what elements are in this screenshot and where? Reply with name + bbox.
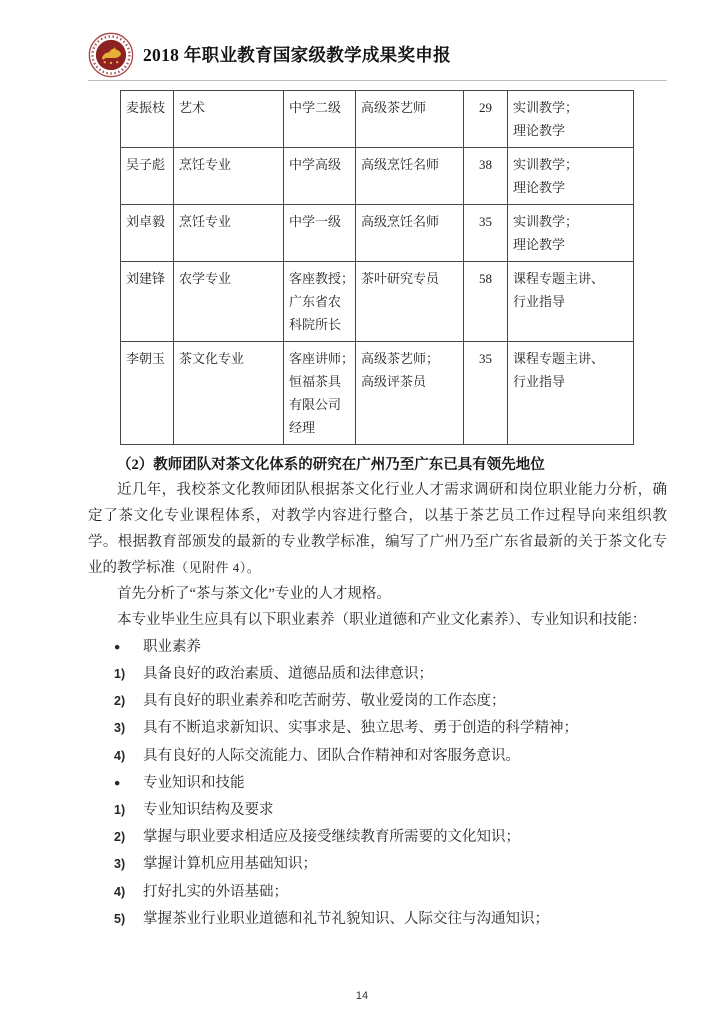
bullet-icon: ● bbox=[114, 777, 121, 789]
cell-text: 理论教学 bbox=[513, 123, 566, 138]
cell-text: 行业指导 bbox=[513, 374, 566, 389]
cell-text: 29 bbox=[479, 100, 492, 115]
attachment-note: （见附件 4）。 bbox=[175, 560, 261, 576]
cell-text: 理论教学 bbox=[513, 237, 566, 252]
cell-text: 刘卓毅 bbox=[126, 214, 166, 229]
cell-text: 高级烹饪名师 bbox=[361, 214, 440, 229]
cell-text: 农学专业 bbox=[179, 271, 232, 286]
page-title: 2018 年职业教育国家级教学成果奖申报 bbox=[143, 44, 451, 65]
list-title-label: 职业素养 bbox=[143, 638, 201, 655]
cell-role bbox=[508, 91, 634, 148]
list-item-marker: 4) bbox=[114, 884, 126, 899]
cell-text: 经理 bbox=[289, 420, 316, 435]
page-number: 14 bbox=[355, 990, 369, 1002]
cell-major bbox=[174, 91, 284, 148]
cell-age bbox=[464, 262, 508, 342]
cell-text: 理论教学 bbox=[513, 180, 566, 195]
list-item-label: 掌握茶业行业职业道德和礼节礼貌知识、人际交往与沟通知识； bbox=[143, 910, 549, 927]
cell-text: 实训教学； bbox=[513, 214, 579, 229]
table-row bbox=[121, 205, 634, 262]
cell-rank bbox=[284, 205, 356, 262]
table-row bbox=[121, 262, 634, 342]
cell-name bbox=[121, 205, 174, 262]
cell-text: 刘建锋 bbox=[126, 271, 166, 286]
bullet-icon: ● bbox=[114, 641, 121, 653]
cell-text: 课程专题主讲、 bbox=[513, 271, 605, 286]
page-footer bbox=[0, 990, 724, 1002]
teacher-roster-table bbox=[120, 90, 634, 445]
list-item bbox=[88, 851, 667, 878]
cell-text: 35 bbox=[479, 214, 492, 229]
cell-text: 广东省农 bbox=[289, 294, 342, 309]
list-item-label: 具备良好的政治素质、道德品质和法律意识； bbox=[143, 665, 433, 682]
list-item-label: 掌握计算机应用基础知识； bbox=[143, 856, 317, 873]
list-item-marker: 5) bbox=[114, 911, 126, 926]
header-divider bbox=[88, 80, 667, 81]
cell-text: 中学一级 bbox=[289, 214, 342, 229]
list-item-marker: 1) bbox=[114, 803, 126, 817]
list-item bbox=[88, 688, 667, 715]
cell-text: 客座讲师； bbox=[289, 351, 355, 366]
list-item-label: 打好扎实的外语基础； bbox=[143, 883, 288, 900]
list-item-marker: 3) bbox=[114, 857, 126, 872]
cell-text: 吴子彪 bbox=[126, 157, 166, 172]
list-item bbox=[88, 715, 667, 742]
list-item-marker: 2) bbox=[114, 694, 126, 709]
section-heading: （2）教师团队对茶文化体系的研究在广州乃至广东已具有领先地位 bbox=[117, 457, 545, 473]
table-row bbox=[121, 342, 634, 445]
cell-name bbox=[121, 148, 174, 205]
cell-name bbox=[121, 262, 174, 342]
cell-name bbox=[121, 342, 174, 445]
cell-cert bbox=[356, 342, 464, 445]
cell-text: 有限公司 bbox=[289, 397, 342, 412]
cell-text: 行业指导 bbox=[513, 294, 566, 309]
paragraph-graduate-requirements: 本专业毕业生应具有以下职业素养（职业道德和产业文化素养）、专业知识和技能： bbox=[117, 611, 647, 628]
cell-major bbox=[174, 262, 284, 342]
cell-text: 客座教授； bbox=[289, 271, 355, 286]
paragraph-text: 近几年，我校茶文化教师团队根据茶文化行业人才需求调研和岗位职业能力分析，确定了茶文化专业课程体系，对教学内容进行整合，以基于茶艺员工作过程导向来组织教学。根据教育部颁发的最新的专业教学标准，编写了广州乃至广东省最新的关于茶文化专业的教学标准 bbox=[88, 482, 667, 577]
list-title-row bbox=[88, 770, 667, 797]
cell-text: 李朝玉 bbox=[126, 351, 166, 366]
cell-text: 高级评茶员 bbox=[361, 374, 427, 389]
cell-text: 实训教学； bbox=[513, 157, 579, 172]
cell-age bbox=[464, 148, 508, 205]
cell-text: 中学二级 bbox=[289, 100, 342, 115]
cell-text: 科院所长 bbox=[289, 317, 342, 332]
cell-cert bbox=[356, 262, 464, 342]
cell-rank bbox=[284, 262, 356, 342]
cell-cert bbox=[356, 91, 464, 148]
cell-rank bbox=[284, 342, 356, 445]
cell-text: 高级茶艺师； bbox=[361, 351, 440, 366]
cell-major bbox=[174, 148, 284, 205]
cell-text: 课程专题主讲、 bbox=[513, 351, 605, 366]
list-item-label: 具有不断追求新知识、实事求是、独立思考、勇于创造的科学精神； bbox=[143, 720, 578, 737]
cell-rank bbox=[284, 148, 356, 205]
paragraph-course-system bbox=[88, 478, 667, 582]
cell-age bbox=[464, 342, 508, 445]
cell-text: 高级茶艺师 bbox=[361, 100, 427, 115]
list-title-label: 专业知识和技能 bbox=[143, 774, 245, 791]
cell-text: 茶文化专业 bbox=[179, 351, 245, 366]
cell-text: 高级烹饪名师 bbox=[361, 157, 440, 172]
list-item-marker: 3) bbox=[114, 721, 126, 736]
requirement-lists bbox=[88, 634, 667, 933]
cell-age bbox=[464, 91, 508, 148]
cell-text: 实训教学； bbox=[513, 100, 579, 115]
list-item-label: 专业知识结构及要求 bbox=[143, 802, 274, 818]
list-item bbox=[88, 879, 667, 906]
cell-role bbox=[508, 342, 634, 445]
list-item bbox=[88, 906, 667, 933]
cell-major bbox=[174, 205, 284, 262]
cell-role bbox=[508, 205, 634, 262]
document-body bbox=[88, 452, 667, 933]
cell-text: 艺术 bbox=[179, 100, 206, 115]
list-item bbox=[88, 661, 667, 688]
list-item-marker: 4) bbox=[114, 748, 126, 763]
table-row bbox=[121, 148, 634, 205]
cell-role bbox=[508, 148, 634, 205]
cell-text: 烹饪专业 bbox=[179, 157, 232, 172]
paragraph-talent-spec: 首先分析了“茶与茶文化”专业的人才规格。 bbox=[117, 586, 391, 603]
cell-text: 38 bbox=[479, 157, 492, 172]
school-seal-icon bbox=[88, 32, 134, 78]
cell-role bbox=[508, 262, 634, 342]
cell-rank bbox=[284, 91, 356, 148]
cell-text: 烹饪专业 bbox=[179, 214, 232, 229]
document-header bbox=[88, 0, 667, 78]
cell-major bbox=[174, 342, 284, 445]
cell-text: 58 bbox=[479, 271, 492, 286]
list-item bbox=[88, 797, 667, 824]
list-item-label: 掌握与职业要求相适应及接受继续教育所需要的文化知识； bbox=[143, 829, 520, 846]
list-title-row bbox=[88, 634, 667, 661]
cell-age bbox=[464, 205, 508, 262]
cell-text: 中学高级 bbox=[289, 157, 342, 172]
list-item-label: 具有良好的职业素养和吃苦耐劳、敬业爱岗的工作态度； bbox=[143, 693, 506, 710]
cell-text: 恒福茶具 bbox=[289, 374, 342, 389]
cell-text: 茶叶研究专员 bbox=[361, 271, 440, 286]
table-row bbox=[121, 91, 634, 148]
cell-cert bbox=[356, 205, 464, 262]
list-item-label: 具有良好的人际交流能力、团队合作精神和对客服务意识。 bbox=[143, 747, 520, 764]
list-item-marker: 2) bbox=[114, 830, 126, 845]
cell-text: 35 bbox=[479, 351, 492, 366]
list-item bbox=[88, 743, 667, 770]
list-item bbox=[88, 824, 667, 851]
cell-cert bbox=[356, 148, 464, 205]
cell-text: 麦振枝 bbox=[126, 100, 166, 115]
list-item-marker: 1) bbox=[114, 666, 126, 681]
cell-name bbox=[121, 91, 174, 148]
